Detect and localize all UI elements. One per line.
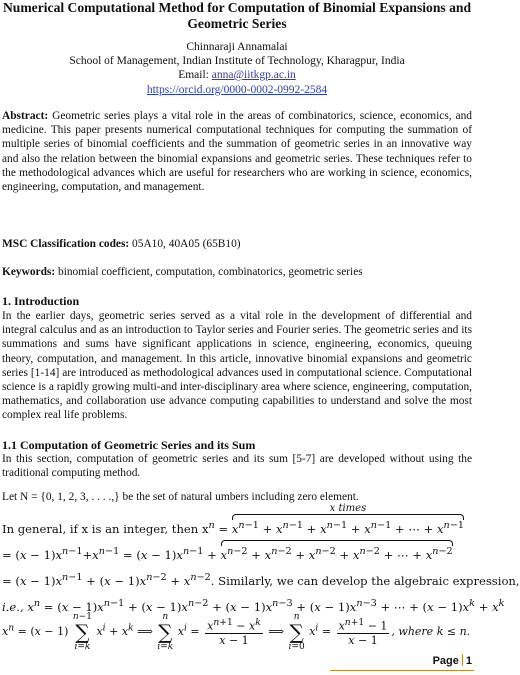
overbrace-label: x times — [329, 503, 367, 514]
intro-heading: 1. Introduction — [2, 294, 80, 308]
equation-expansion: = $(x - 1)x^{n-1}+x^{n-1} = (x - 1)x^{n-1}$ + $x^{n-2} + x^{n-2} + x^{n-2} + x^{n-2}$ + ⋯ + $x^{n-2}$ — [2, 545, 474, 562]
paper-title: Numerical Computational Method for Computation of Binomial Expansions and Geometric Series — [2, 0, 472, 31]
natural-numbers-line: Let N = {0, 1, 2, 3, . . . .,} be the set of natural umbers including zero element. — [2, 491, 359, 503]
where-text: , where k ≤ n. — [391, 625, 471, 638]
sum-operator-1: n−1 ∑ i=k — [72, 612, 92, 652]
fraction-1: $\frac{x^{n+1} - x^k}{x - 1}$ — [207, 616, 261, 648]
abstract-text: Geometric series plays a vital role in the areas of combinatorics, science, economics, and medicine. This paper presents numerical computational techniques for computing the summation of multiple series of binomial coefficients and the summation of geometric series in an innovative way and also the relation between the binomial expansions and geometric series. These techniques refer to the methodological advances which are useful for researchers who are working in science, economics, engineering, computation, and management. — [2, 110, 472, 194]
section-1-1-heading: 1.1 Computation of Geometric Series and its Sum — [2, 438, 256, 452]
equation-general: In general, if x is an integer, then $x^n$ = x times $x^{n-1} + x^{n-1} + x^{n-1} + x^{n-1}$ + ⋯ + $x^{n-1}$ — [2, 503, 465, 536]
email-link[interactable]: anna@iitkgp.ac.in — [211, 69, 296, 81]
intro-text: In the earlier days, geometric series served as a vital role in the development of differential and integral calculus and as an introduction to Taylor series and Fourier series. The geometric series and its summations and sums have significant applications in science, engineering, economics, queuing theory, computation, and management. In this article, innovative binomial expansions and geometric series [1-14] are introduced as methodological advances used in computational science. Computational science is a rapidly growing multi-and inter-disciplinary area where science, engineering, computation, mathematics, and collaboration use advance computing capabilities to understand and solve the most complex real life problems. — [2, 310, 472, 422]
sum-operator-2: n ∑ i=k — [157, 612, 174, 652]
equation-similar-suffix: . Similarly, we can develop the algebraic expression, — [210, 573, 520, 588]
overbrace-group-2: $x^{n-2} + x^{n-2} + x^{n-2} + x^{n-2}$ + ⋯ + $x^{n-2}$ — [221, 545, 453, 562]
equation-general-prefix: In general, if x is an integer, then x — [2, 521, 209, 536]
footer-page-label: Page — [432, 655, 459, 667]
author-email-line — [0, 68, 474, 82]
equation-summation: $x^n = (x - 1)$ n−1 ∑ i=k $x^i + x^k$ ⟹ n ∑ i=k $x^i$ = $\frac{x^{n+1} - x^k}{x - 1}$ ⟹ n ∑ i=0 $x^i$ = $\frac{x^{n+1} - 1}{x - 1}$ , where k ≤ n. — [2, 612, 471, 652]
page-footer — [433, 654, 472, 667]
section-1-1-text: In this section, computation of geometric series and its sum [5-7] are developed without using the traditional computing method. — [2, 453, 472, 480]
fraction-2: $\frac{x^{n+1} - 1}{x - 1}$ — [338, 616, 388, 648]
equation-similar: = $(x - 1)x^{n-1} + (x - 1)x^{n-2} + x^{n-2}$. Similarly, we can develop the algebraic expression, — [2, 572, 520, 588]
overbrace-group: x times $x^{n-1} + x^{n-1} + x^{n-1} + x^{n-1}$ + ⋯ + $x^{n-1}$ — [231, 503, 465, 536]
author-affiliation: School of Management, Indian Institute of Technology, Kharagpur, India — [69, 55, 405, 67]
orcid-link[interactable]: https://orcid.org/0000-0002-0992-2584 — [146, 84, 328, 96]
msc-label: MSC Classification codes: — [2, 238, 130, 250]
sum-operator-3: n ∑ i=0 — [288, 612, 305, 652]
footer-divider — [462, 654, 463, 666]
keywords-text: binomial coefficient, computation, combinatorics, geometric series — [55, 266, 363, 278]
abstract — [2, 109, 472, 194]
orcid-line — [0, 83, 474, 97]
msc-codes — [2, 237, 472, 251]
footer-page-number: 1 — [465, 655, 472, 667]
keywords-label: Keywords: — [2, 266, 56, 278]
abstract-label: Abstract: — [2, 110, 49, 122]
author-name: Chinnaraji Annamalai — [186, 41, 288, 53]
msc-text: 05A10, 40A05 (65B10) — [129, 238, 241, 250]
equation-ie: i.e., $x^n = (x - 1)x^{n-1} + (x - 1)x^{n-2} + (x - 1)x^{n-3} + (x - 1)x^{n-3}$ + ⋯ + $(x - 1)x^k + x^k$ — [2, 598, 505, 614]
ie-label: i.e., — [2, 599, 24, 614]
footer-rule — [330, 670, 474, 671]
email-label: Email: — [178, 69, 212, 81]
keywords — [2, 265, 472, 279]
